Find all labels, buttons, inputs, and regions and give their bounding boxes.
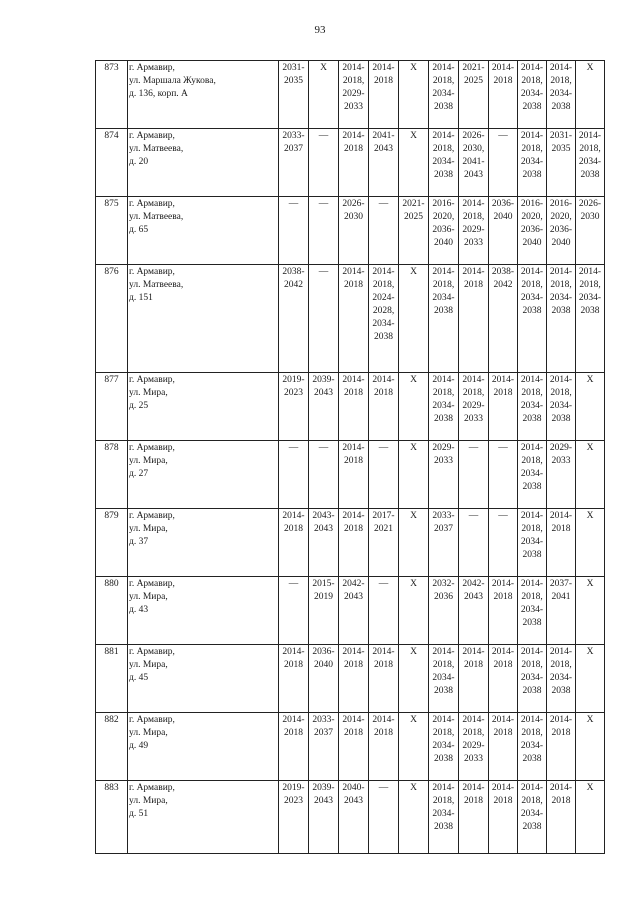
address-line: г. Армавир, <box>129 267 175 277</box>
address-cell <box>128 373 279 441</box>
period-cell: 2033- 2037 <box>309 713 339 781</box>
period-cell: 2043- 2043 <box>309 509 339 577</box>
address-line: д. 27 <box>129 469 149 479</box>
address-cell <box>128 645 279 713</box>
row-number: 876 <box>96 265 128 373</box>
period-cell: 2014- 2018 <box>339 373 369 441</box>
address-line: д. 151 <box>129 293 153 303</box>
period-cell: 2014- 2018 <box>459 265 489 373</box>
period-cell: 2038- 2042 <box>279 265 309 373</box>
address-cell <box>128 265 279 373</box>
period-cell: 2014- 2018 <box>339 645 369 713</box>
period-cell: 2014- 2018 <box>547 781 576 854</box>
period-cell: 2014- 2018 <box>339 265 369 373</box>
period-cell: 2026- 2030 <box>576 197 605 265</box>
address-line: г. Армавир, <box>129 511 175 521</box>
period-cell: 2019- 2023 <box>279 781 309 854</box>
period-cell: 2019- 2023 <box>279 373 309 441</box>
period-cell: X <box>399 265 429 373</box>
period-cell: — <box>489 441 518 509</box>
period-cell: 2014- 2018, 2029- 2033 <box>459 197 489 265</box>
period-cell: — <box>459 441 489 509</box>
row-number: 873 <box>96 61 128 129</box>
table-row <box>96 645 605 713</box>
period-cell: 2014- 2018, 2034- 2038 <box>518 441 547 509</box>
address-cell <box>128 441 279 509</box>
address-line: г. Армавир, <box>129 375 175 385</box>
address-line: ул. Мира, <box>129 456 168 466</box>
period-cell: 2014- 2018 <box>489 713 518 781</box>
period-cell: 2014- 2018 <box>489 577 518 645</box>
period-cell: X <box>399 713 429 781</box>
period-cell: 2014- 2018, 2034- 2038 <box>576 129 605 197</box>
period-cell: 2016- 2020, 2036- 2040 <box>518 197 547 265</box>
period-cell: 2014- 2018, 2034- 2038 <box>429 61 459 129</box>
address-line: г. Армавир, <box>129 63 175 73</box>
period-cell: 2033- 2037 <box>279 129 309 197</box>
period-cell: 2014- 2018 <box>279 645 309 713</box>
table-row <box>96 713 605 781</box>
address-line: ул. Мира, <box>129 796 168 806</box>
address-line: г. Армавир, <box>129 579 175 589</box>
table-row <box>96 441 605 509</box>
period-cell: 2014- 2018, 2024- 2028, 2034- 2038 <box>369 265 399 373</box>
period-cell: — <box>369 781 399 854</box>
period-cell: 2014- 2018, 2034- 2038 <box>518 781 547 854</box>
period-cell: 2014- 2018 <box>339 713 369 781</box>
period-cell: X <box>399 61 429 129</box>
period-cell: — <box>309 441 339 509</box>
period-cell: 2037- 2041 <box>547 577 576 645</box>
address-line: ул. Мира, <box>129 660 168 670</box>
row-number: 883 <box>96 781 128 854</box>
period-cell: — <box>309 129 339 197</box>
address-line: г. Армавир, <box>129 131 175 141</box>
period-cell: 2014- 2018 <box>489 373 518 441</box>
period-cell: 2014- 2018 <box>547 713 576 781</box>
table-row <box>96 373 605 441</box>
period-cell: — <box>369 441 399 509</box>
period-cell: — <box>309 265 339 373</box>
period-cell: 2014- 2018, 2034- 2038 <box>518 373 547 441</box>
address-cell <box>128 577 279 645</box>
row-number: 874 <box>96 129 128 197</box>
period-cell: 2014- 2018 <box>489 61 518 129</box>
page-number: 93 <box>314 24 326 36</box>
address-line: г. Армавир, <box>129 647 175 657</box>
address-line: ул. Мира, <box>129 524 168 534</box>
period-cell: 2014- 2018, 2029- 2033 <box>339 61 369 129</box>
period-cell: 2016- 2020, 2036- 2040 <box>429 197 459 265</box>
period-cell: 2014- 2018, 2034- 2038 <box>429 129 459 197</box>
address-line: д. 51 <box>129 809 149 819</box>
period-cell: 2014- 2018, 2034- 2038 <box>518 577 547 645</box>
address-line: ул. Матвеева, <box>129 144 184 154</box>
period-cell: 2014- 2018, 2034- 2038 <box>429 265 459 373</box>
table-row <box>96 61 605 129</box>
address-line: д. 43 <box>129 605 149 615</box>
period-cell: 2014- 2018, 2034- 2038 <box>547 265 576 373</box>
table-row <box>96 781 605 854</box>
period-cell: 2039- 2043 <box>309 373 339 441</box>
period-cell: X <box>399 509 429 577</box>
period-cell: 2039- 2043 <box>309 781 339 854</box>
period-cell: 2014- 2018 <box>459 781 489 854</box>
period-cell: 2041- 2043 <box>369 129 399 197</box>
period-cell: 2014- 2018 <box>547 509 576 577</box>
period-cell: 2014- 2018 <box>339 129 369 197</box>
period-cell: 2021- 2025 <box>399 197 429 265</box>
period-cell: 2014- 2018 <box>489 781 518 854</box>
address-line: д. 45 <box>129 673 149 683</box>
period-cell: 2014- 2018 <box>459 645 489 713</box>
period-cell: 2014- 2018, 2034- 2038 <box>518 129 547 197</box>
period-cell: — <box>309 197 339 265</box>
address-cell <box>128 61 279 129</box>
period-cell: — <box>489 129 518 197</box>
address-cell <box>128 713 279 781</box>
address-line: ул. Матвеева, <box>129 280 184 290</box>
address-line: д. 65 <box>129 225 149 235</box>
period-cell: 2014- 2018, 2034- 2038 <box>518 645 547 713</box>
period-cell: 2042- 2043 <box>339 577 369 645</box>
row-number: 877 <box>96 373 128 441</box>
address-line: ул. Маршала Жукова, <box>129 76 216 86</box>
table-row <box>96 129 605 197</box>
period-cell: 2014- 2018, 2029- 2033 <box>459 373 489 441</box>
period-cell: 2014- 2018, 2034- 2038 <box>518 713 547 781</box>
period-cell: 2014- 2018 <box>489 645 518 713</box>
period-cell: — <box>279 441 309 509</box>
address-line: г. Армавир, <box>129 443 175 453</box>
period-cell: 2015- 2019 <box>309 577 339 645</box>
table-body <box>96 61 605 854</box>
address-line: д. 20 <box>129 157 149 167</box>
period-cell: 2031- 2035 <box>547 129 576 197</box>
period-cell: 2042- 2043 <box>459 577 489 645</box>
period-cell: 2021- 2025 <box>459 61 489 129</box>
period-cell: X <box>399 441 429 509</box>
period-cell: — <box>369 577 399 645</box>
address-cell <box>128 781 279 854</box>
period-cell: 2026- 2030 <box>339 197 369 265</box>
table-row <box>96 577 605 645</box>
address-line: д. 49 <box>129 741 149 751</box>
period-cell: X <box>399 577 429 645</box>
period-cell: X <box>576 441 605 509</box>
period-cell: 2040- 2043 <box>339 781 369 854</box>
period-cell: 2014- 2018, 2034- 2038 <box>429 781 459 854</box>
period-cell: 2014- 2018, 2034- 2038 <box>518 265 547 373</box>
period-cell: — <box>489 509 518 577</box>
period-cell: 2014- 2018, 2034- 2038 <box>518 509 547 577</box>
period-cell: X <box>576 713 605 781</box>
period-cell: 2014- 2018, 2034- 2038 <box>576 265 605 373</box>
period-cell: 2014- 2018 <box>369 373 399 441</box>
period-cell: 2014- 2018, 2029- 2033 <box>459 713 489 781</box>
address-line: д. 37 <box>129 537 149 547</box>
address-line: г. Армавир, <box>129 199 175 209</box>
address-cell <box>128 197 279 265</box>
row-number: 881 <box>96 645 128 713</box>
address-line: д. 25 <box>129 401 149 411</box>
period-cell: X <box>576 61 605 129</box>
period-cell: X <box>576 577 605 645</box>
period-cell: X <box>576 781 605 854</box>
period-cell: 2014- 2018 <box>339 441 369 509</box>
address-line: ул. Мира, <box>129 388 168 398</box>
period-cell: — <box>279 197 309 265</box>
row-number: 882 <box>96 713 128 781</box>
period-cell: — <box>459 509 489 577</box>
address-line: д. 136, корп. А <box>129 89 188 99</box>
period-cell: 2036- 2040 <box>489 197 518 265</box>
address-line: г. Армавир, <box>129 783 175 793</box>
period-cell: 2014- 2018, 2034- 2038 <box>547 645 576 713</box>
address-line: ул. Матвеева, <box>129 212 184 222</box>
period-cell: 2014- 2018 <box>369 713 399 781</box>
table-row <box>96 509 605 577</box>
period-cell: 2017- 2021 <box>369 509 399 577</box>
period-cell: 2038- 2042 <box>489 265 518 373</box>
period-cell: 2014- 2018 <box>279 509 309 577</box>
period-cell: 2014- 2018, 2034- 2038 <box>518 61 547 129</box>
period-cell: X <box>576 645 605 713</box>
address-line: ул. Мира, <box>129 728 168 738</box>
row-number: 879 <box>96 509 128 577</box>
address-cell <box>128 129 279 197</box>
period-cell: 2016- 2020, 2036- 2040 <box>547 197 576 265</box>
period-cell: 2029- 2033 <box>429 441 459 509</box>
period-cell: 2014- 2018, 2034- 2038 <box>429 713 459 781</box>
period-cell: 2014- 2018 <box>369 645 399 713</box>
period-cell: 2014- 2018, 2034- 2038 <box>547 373 576 441</box>
table-row <box>96 197 605 265</box>
table-row <box>96 265 605 373</box>
period-cell: — <box>369 197 399 265</box>
period-cell: 2029- 2033 <box>547 441 576 509</box>
address-line: г. Армавир, <box>129 715 175 725</box>
period-cell: X <box>576 509 605 577</box>
period-cell: X <box>399 129 429 197</box>
row-number: 875 <box>96 197 128 265</box>
period-cell: 2031- 2035 <box>279 61 309 129</box>
period-cell: X <box>576 373 605 441</box>
repair-schedule-table <box>95 60 605 854</box>
period-cell: X <box>309 61 339 129</box>
row-number: 880 <box>96 577 128 645</box>
address-line: ул. Мира, <box>129 592 168 602</box>
period-cell: 2026- 2030, 2041- 2043 <box>459 129 489 197</box>
period-cell: X <box>399 645 429 713</box>
period-cell: X <box>399 373 429 441</box>
period-cell: 2014- 2018, 2034- 2038 <box>547 61 576 129</box>
row-number: 878 <box>96 441 128 509</box>
period-cell: — <box>279 577 309 645</box>
period-cell: 2033- 2037 <box>429 509 459 577</box>
period-cell: X <box>399 781 429 854</box>
period-cell: 2014- 2018, 2034- 2038 <box>429 373 459 441</box>
address-cell <box>128 509 279 577</box>
period-cell: 2014- 2018 <box>339 509 369 577</box>
period-cell: 2036- 2040 <box>309 645 339 713</box>
period-cell: 2014- 2018, 2034- 2038 <box>429 645 459 713</box>
period-cell: 2014- 2018 <box>279 713 309 781</box>
period-cell: 2032- 2036 <box>429 577 459 645</box>
period-cell: 2014- 2018 <box>369 61 399 129</box>
